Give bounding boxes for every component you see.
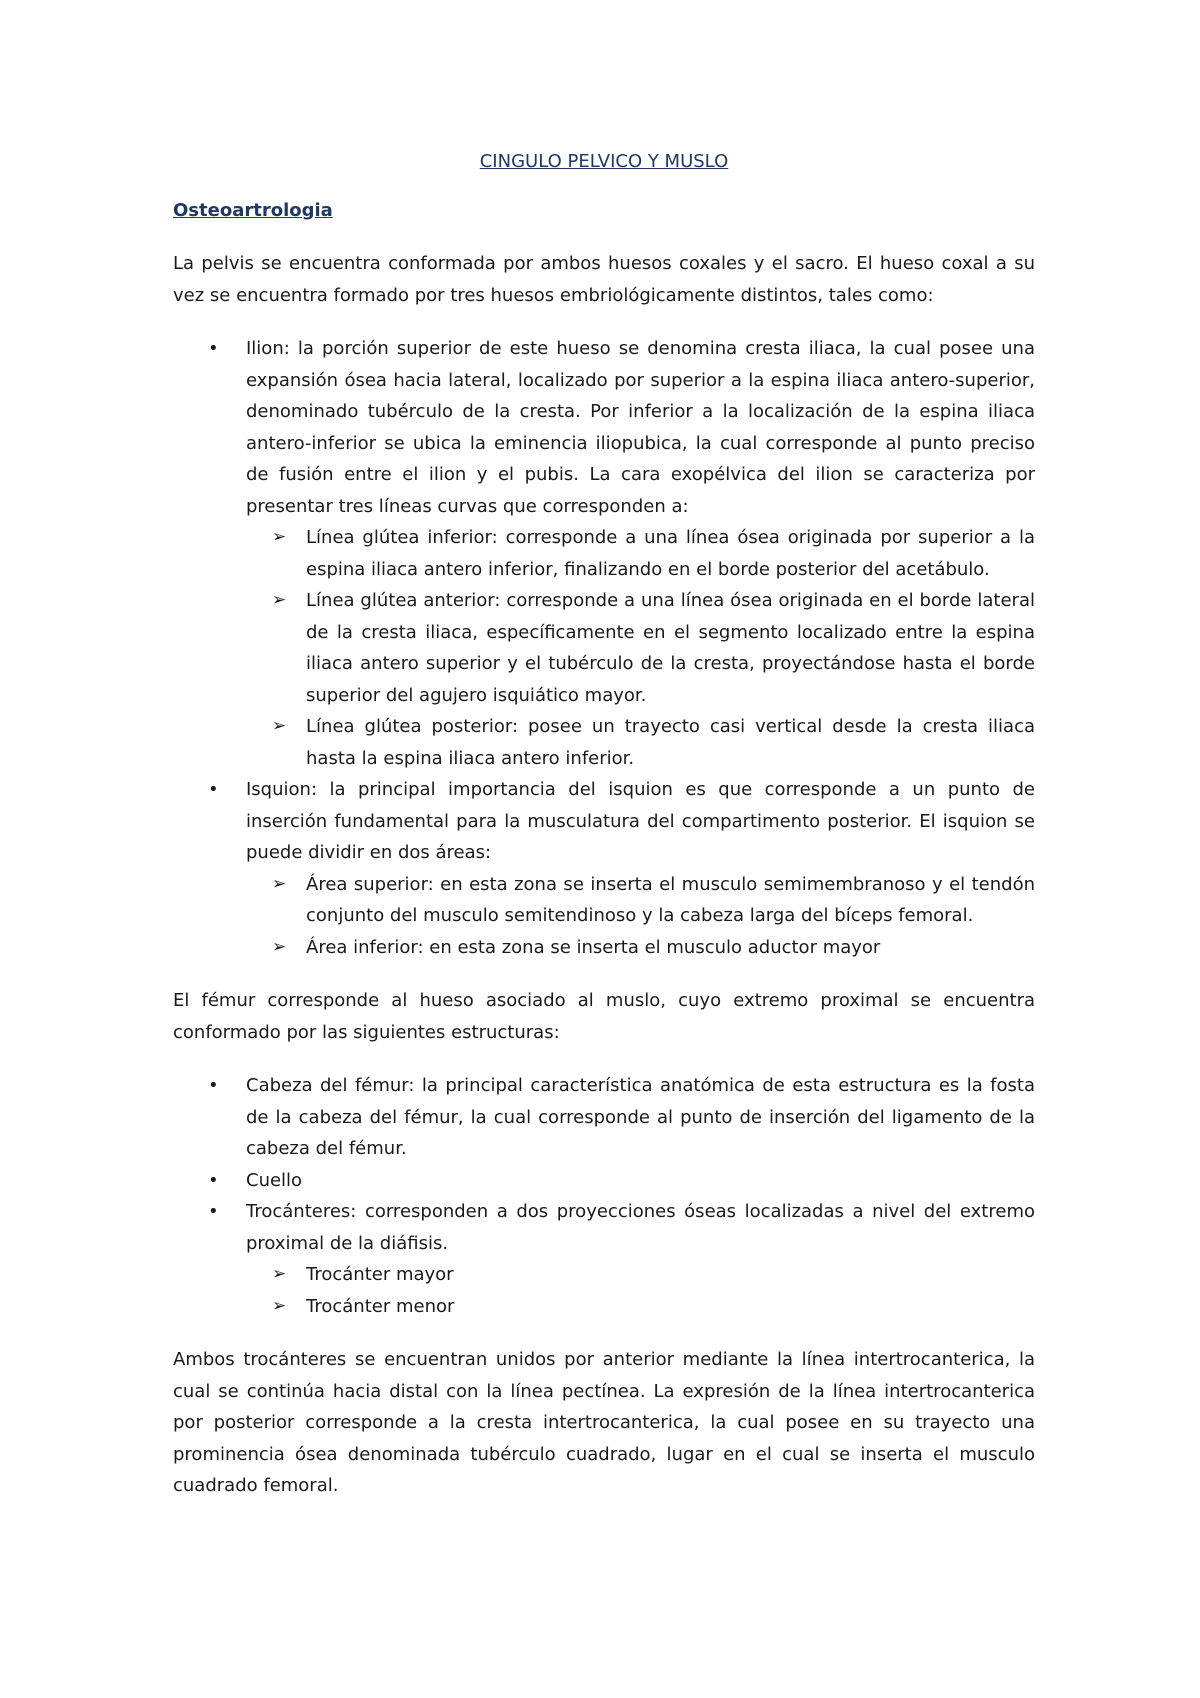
trochanter-sublist xyxy=(173,1259,1035,1322)
arrow-bullet-icon: ➢ xyxy=(272,1264,287,1284)
section-heading: Osteoartrologia xyxy=(173,199,333,221)
arrow-bullet-icon: ➢ xyxy=(272,936,287,957)
arrow-bullet-icon: ➢ xyxy=(272,527,287,547)
bullet-icon: • xyxy=(208,338,219,359)
intro-paragraph: La pelvis se encuentra conformada por ambos huesos coxales y el sacro. El hueso coxal a su vez se encuentra formado por tres huesos embriológicamente distintos, tales como: xyxy=(173,253,1035,306)
isquion-sublist xyxy=(173,869,1035,964)
femur-part-item xyxy=(173,1165,1035,1197)
bone-item-text: Isquion: la principal importancia del isquion es que corresponde a un punto de inserción fundamental para la musculatura del compartimento posterior. El isquion se puede dividir en dos áreas: xyxy=(246,779,1035,863)
spacer xyxy=(173,963,1035,985)
bone-item-isquion xyxy=(173,774,1035,963)
arrow-bullet-icon: ➢ xyxy=(272,716,287,736)
sub-item-text: Área inferior: en esta zona se inserta el musculo aductor mayor xyxy=(306,936,881,958)
sub-item xyxy=(173,869,1035,932)
femur-part-text: Cabeza del fémur: la principal característica anatómica de esta estructura es la fosta de la cabeza del fémur, la cual corresponde al punto de inserción del ligamento de la cabeza del fémur. xyxy=(246,1075,1035,1159)
bullet-icon: • xyxy=(208,1169,219,1191)
document-body xyxy=(173,146,1035,1502)
ilion-sublist xyxy=(173,522,1035,774)
sub-item xyxy=(173,585,1035,711)
femur-part-item xyxy=(173,1196,1035,1322)
bone-list xyxy=(173,333,1035,963)
femur-part-item xyxy=(173,1070,1035,1165)
sub-item xyxy=(173,711,1035,774)
spacer xyxy=(173,1048,1035,1070)
closing-paragraph: Ambos trocánteres se encuentran unidos por anterior mediante la línea intertrocanterica, la cual se continúa hacia distal con la línea pectínea. La expresión de la línea intertrocanterica por posterior corresponde a la cresta intertrocanterica, la cual posee en su trayecto una prominencia ósea denominada tubérculo cuadrado, lugar en el cual se inserta el musculo cuadrado femoral. xyxy=(173,1349,1035,1496)
femur-parts-list xyxy=(173,1070,1035,1322)
bone-item-ilion xyxy=(173,333,1035,774)
arrow-bullet-icon: ➢ xyxy=(272,1295,287,1316)
femur-part-text: Cuello xyxy=(246,1169,303,1191)
sub-item-text: Trocánter mayor xyxy=(306,1264,454,1285)
femur-part-text: Trocánteres: corresponden a dos proyecciones óseas localizadas a nivel del extremo proximal de la diáfisis. xyxy=(246,1201,1035,1254)
bullet-icon: • xyxy=(208,1201,219,1222)
arrow-bullet-icon: ➢ xyxy=(272,590,287,610)
spacer xyxy=(173,1322,1035,1344)
sub-item xyxy=(173,522,1035,585)
arrow-bullet-icon: ➢ xyxy=(272,873,287,894)
sub-item xyxy=(173,932,1035,964)
bullet-icon: • xyxy=(208,1075,219,1096)
bone-item-text: Ilion: la porción superior de este hueso se denomina cresta iliaca, la cual posee una expansión ósea hacia lateral, localizado por superior a la espina iliaca antero-superior, denominado tubérculo de la cresta. Por inferior a la localización de la espina iliaca antero-inferior se ubica la eminencia iliopubica, la cual corresponde al punto preciso de fusión entre el ilion y el pubis. La cara exopélvica del ilion se caracteriza por presentar tres líneas curvas que corresponden a: xyxy=(246,338,1035,517)
bullet-icon: • xyxy=(208,779,219,800)
femur-intro-paragraph: El fémur corresponde al hueso asociado al muslo, cuyo extremo proximal se encuentra conformado por las siguientes estructuras: xyxy=(173,990,1035,1043)
sub-item xyxy=(173,1259,1035,1291)
sub-item xyxy=(173,1291,1035,1323)
spacer xyxy=(173,311,1035,333)
sub-item-text: Trocánter menor xyxy=(306,1295,455,1317)
document-title: CINGULO PELVICO Y MUSLO xyxy=(479,151,729,172)
sub-item-text: Área superior: en esta zona se inserta el musculo semimembranoso y el tendón conjunto del musculo semitendinoso y la cabeza larga del bíceps femoral. xyxy=(306,873,1035,926)
sub-item-text: Línea glútea anterior: corresponde a una línea ósea originada en el borde lateral de la cresta iliaca, específicamente en el segmento localizado entre la espina iliaca antero superior y el tubérculo de la cresta, proyectándose hasta el borde superior del agujero isquiático mayor. xyxy=(306,590,1035,706)
sub-item-text: Línea glútea inferior: corresponde a una línea ósea originada por superior a la espina iliaca antero inferior, finalizando en el borde posterior del acetábulo. xyxy=(306,527,1035,580)
sub-item-text: Línea glútea posterior: posee un trayecto casi vertical desde la cresta iliaca hasta la espina iliaca antero inferior. xyxy=(306,716,1035,769)
